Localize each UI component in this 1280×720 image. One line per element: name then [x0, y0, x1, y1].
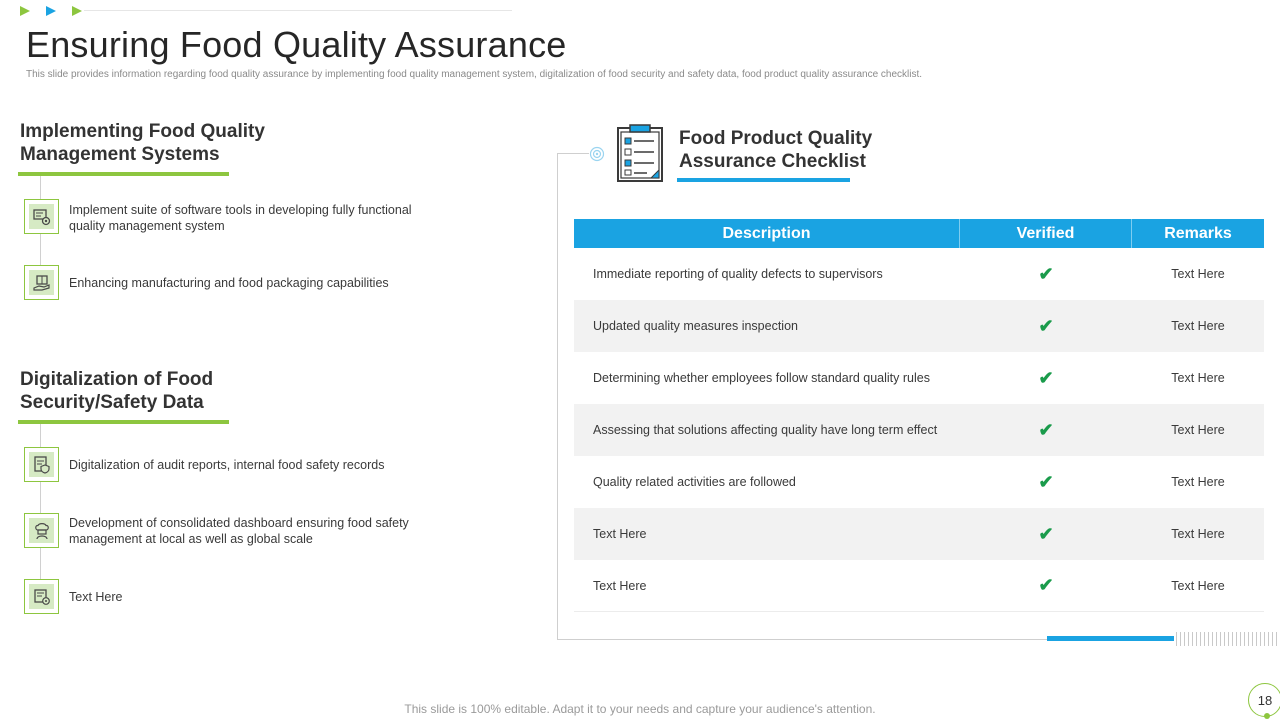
table-row	[574, 404, 1264, 456]
checklist-title: Food Product Quality Assurance Checklist	[679, 128, 873, 172]
page-subtitle: This slide provides information regarding food quality assurance by implementing food quality management system, digitalization of food security and safety data, food product quality assurance checklist.	[26, 69, 923, 80]
checkmark-icon: ✔	[1038, 367, 1054, 388]
table-row	[574, 508, 1264, 560]
row-description: Updated quality measures inspection	[593, 319, 798, 333]
section-underline	[18, 172, 229, 176]
play-arrow-icon	[72, 6, 82, 16]
row-remarks: Text Here	[1171, 267, 1225, 281]
clipboard-checklist-icon	[617, 124, 663, 182]
section2-item-2-text: Development of consolidated dashboard ensuring food safety management at local as well as global scale	[69, 516, 409, 546]
column-header-verified: Verified	[960, 219, 1132, 248]
page-number-dot	[1264, 713, 1270, 719]
packaging-hand-icon	[24, 265, 59, 300]
tick-decoration	[1176, 632, 1280, 646]
section2-item-1-text: Digitalization of audit reports, internal food safety records	[69, 458, 385, 472]
section1-item-1-text: Implement suite of software tools in developing fully functional quality management system	[69, 203, 412, 233]
column-header-description: Description	[574, 219, 960, 248]
play-arrow-icon	[46, 6, 56, 16]
section-underline	[18, 420, 229, 424]
page-number: 18	[1248, 683, 1280, 717]
frame-line	[557, 153, 558, 640]
table-row	[574, 300, 1264, 352]
row-remarks: Text Here	[1171, 578, 1225, 593]
checkmark-icon: ✔	[1038, 575, 1054, 595]
checkmark-icon: ✔	[1038, 419, 1054, 440]
checkmark-icon: ✔	[1038, 471, 1054, 492]
row-remarks: Text Here	[1171, 423, 1225, 437]
chef-dashboard-icon	[24, 513, 59, 548]
row-description: Text Here	[593, 527, 647, 541]
section-heading-quality-management: Implementing Food Quality Management Systems	[20, 121, 265, 165]
checklist-table	[574, 219, 1264, 612]
column-header-remarks: Remarks	[1164, 224, 1232, 242]
top-arrow-decoration	[20, 5, 98, 17]
table-header	[574, 219, 1264, 248]
top-divider	[84, 10, 512, 11]
table-row	[574, 560, 1264, 612]
row-description: Text Here	[593, 578, 647, 593]
frame-line	[557, 639, 1047, 640]
audit-records-icon	[24, 447, 59, 482]
play-arrow-icon	[20, 6, 30, 16]
section1-item-2-text: Enhancing manufacturing and food packaging capabilities	[69, 276, 389, 290]
progress-accent-bar	[1047, 636, 1174, 641]
target-icon	[589, 146, 605, 162]
document-settings-icon	[24, 579, 59, 614]
row-description: Determining whether employees follow standard quality rules	[593, 371, 930, 385]
row-remarks: Text Here	[1171, 319, 1225, 333]
checkmark-icon: ✔	[1038, 315, 1054, 336]
row-remarks: Text Here	[1171, 371, 1225, 385]
row-description: Quality related activities are followed	[593, 475, 796, 489]
row-remarks: Text Here	[1171, 527, 1225, 541]
frame-line	[557, 153, 589, 154]
table-row	[574, 352, 1264, 404]
software-tools-icon	[24, 199, 59, 234]
row-description: Assessing that solutions affecting quality have long term effect	[593, 423, 938, 437]
table-row	[574, 248, 1264, 300]
section-heading-digitalization: Digitalization of Food Security/Safety Data	[20, 369, 214, 413]
row-description: Immediate reporting of quality defects to supervisors	[593, 267, 883, 281]
table-row	[574, 456, 1264, 508]
row-remarks: Text Here	[1171, 475, 1225, 489]
page-title: Ensuring Food Quality Assurance	[26, 24, 567, 65]
checkmark-icon: ✔	[1038, 263, 1054, 284]
checklist-underline	[677, 178, 850, 182]
section2-item-3-text: Text Here	[69, 590, 123, 604]
checkmark-icon: ✔	[1038, 523, 1054, 544]
footer-note: This slide is 100% editable. Adapt it to your needs and capture your audience's attention.	[404, 702, 876, 716]
